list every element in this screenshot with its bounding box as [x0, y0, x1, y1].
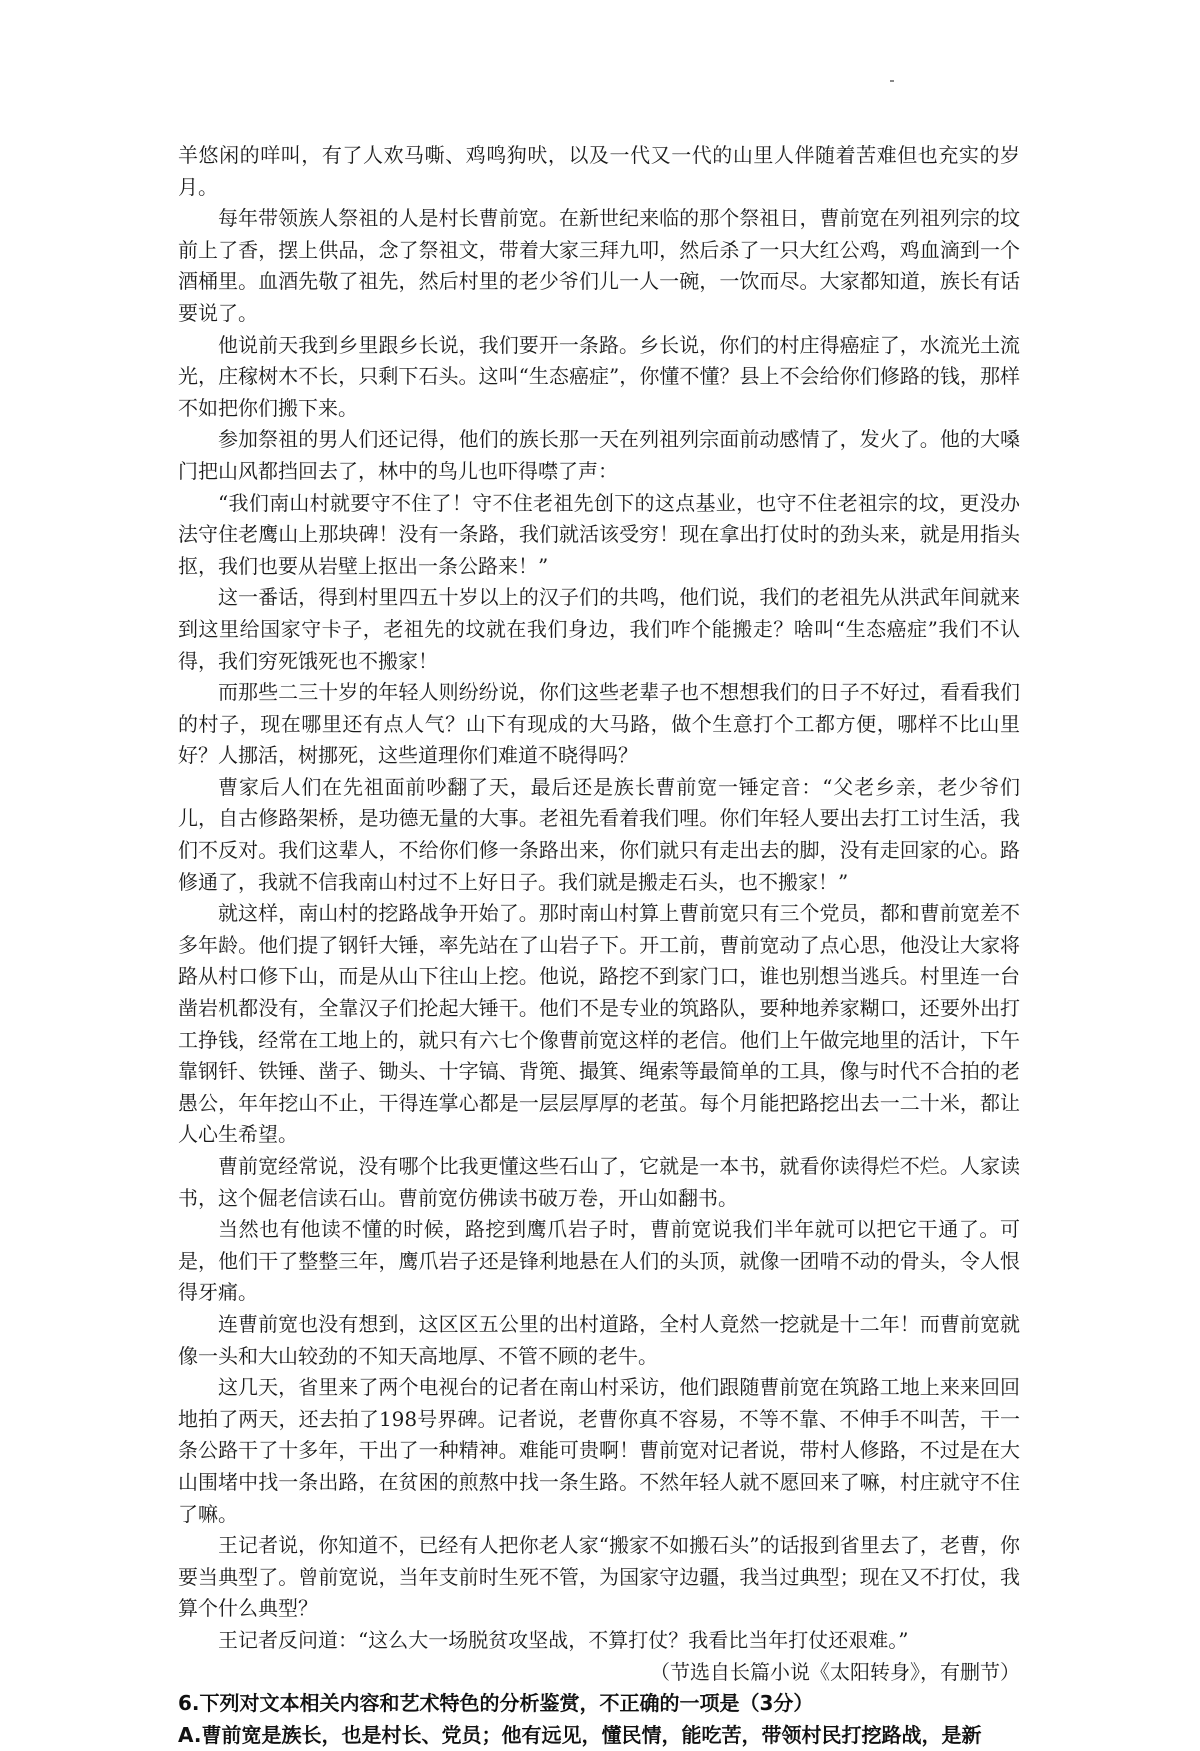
- paragraph: “我们南山村就要守不住了！守不住老祖先创下的这点基业，也守不住老祖宗的坟，更没办法守住老鹰山上那块碑！没有一条路，我们就活该受穷！现在拿出打仗时的劲头来，就是用指头抠，我们也要从岩壁上抠出一条公路来！”: [178, 490, 1020, 578]
- corner-mark: [890, 80, 894, 82]
- paragraph: 就这样，南山村的挖路战争开始了。那时南山村算上曹前宽只有三个党员，都和曹前宽差不多年龄。他们提了钢钎大锤，率先站在了山岩子下。开工前，曹前宽动了点心思，他没让大家将路从村口修下山，而是从山下往山上挖。他说，路挖不到家门口，谁也别想当逃兵。村里连一台凿岩机都没有，全靠汉子们抡起大锤干。他们不是专业的筑路队，要种地养家糊口，还要外出打工挣钱，经常在工地上的，就只有六七个像曹前宽这样的老信。他们上午做完地里的活计，下午靠钢钎、铁锤、凿子、锄头、十字镐、背篼、撮箕、绳索等最简单的工具，像与时代不合拍的老愚公，年年挖山不止，干得连掌心都是一层层厚厚的老茧。每个月能把路挖出去一二十米，都让人心生希望。: [178, 901, 1020, 1147]
- paragraph: 当然也有他读不懂的时候，路挖到鹰爪岩子时，曹前宽说我们半年就可以把它干通了。可是，他们干了整整三年，鹰爪岩子还是锋利地悬在人们的头顶，就像一团啃不动的骨头，令人恨得牙痛。: [178, 1217, 1020, 1305]
- paragraph: 他说前天我到乡里跟乡长说，我们要开一条路。乡长说，你们的村庄得癌症了，水流光土流光，庄稼树木不长，只剩下石头。这叫“生态癌症”，你懂不懂？县上不会给你们修路的钱，那样不如把你们搬下来。: [178, 332, 1020, 420]
- source-citation: （节选自长篇小说《太阳转身》，有删节）: [650, 1659, 1020, 1684]
- paragraph: 曹家后人们在先祖面前吵翻了天，最后还是族长曹前宽一锤定音：“父老乡亲，老少爷们儿，自古修路架桥，是功德无量的大事。老祖先看着我们哩。你们年轻人要出去打工讨生活，我们不反对。我们这辈人，不给你们修一条路出来，你们就只有走出去的脚，没有走回家的心。路修通了，我就不信我南山村过不上好日子。我们就是搬走石头，也不搬家！”: [178, 774, 1020, 894]
- paragraph: 王记者反问道：“这么大一场脱贫攻坚战，不算打仗？我看比当年打仗还艰难。”: [218, 1627, 909, 1652]
- paragraph: 曹前宽经常说，没有哪个比我更懂这些石山了，它就是一本书，就看你读得烂不烂。人家读书，这个倔老信读石山。曹前宽仿佛读书破万卷，开山如翻书。: [178, 1154, 1020, 1210]
- paragraph: 每年带领族人祭祖的人是村长曹前宽。在新世纪来临的那个祭祖日，曹前宽在列祖列宗的坟前上了香，摆上供品，念了祭祖文，带着大家三拜九叩，然后杀了一只大红公鸡，鸡血滴到一个酒桶里。血酒先敬了祖先，然后村里的老少爷们儿一人一碗，一饮而尽。大家都知道，族长有话要说了。: [178, 206, 1020, 325]
- document-body: [178, 140, 1020, 1751]
- paragraph: 这一番话，得到村里四五十岁以上的汉子们的共鸣，他们说，我们的老祖先从洪武年间就来到这里给国家守卡子，老祖先的坟就在我们身边，我们咋个能搬走？啥叫“生态癌症”我们不认得，我们穷死饿死也不搬家！: [178, 585, 1020, 673]
- paragraph: 参加祭祖的男人们还记得，他们的族长那一天在列祖列宗面前动感情了，发火了。他的大嗓门把山风都挡回去了，林中的鸟儿也吓得噤了声：: [178, 427, 1020, 483]
- paragraph: 连曹前宽也没有想到，这区区五公里的出村道路，全村人竟然一挖就是十二年！而曹前宽就像一头和大山较劲的不知天高地厚、不管不顾的老牛。: [178, 1311, 1020, 1368]
- paragraph: 而那些二三十岁的年轻人则纷纷说，你们这些老辈子也不想想我们的日子不好过，看看我们的村子，现在哪里还有点人气？山下有现成的大马路，做个生意打个工都方便，哪样不比山里好？人挪活，树挪死，这些道理你们难道不晓得吗？: [178, 680, 1020, 768]
- question-stem: 6.下列对文本相关内容和艺术特色的分析鉴赏，不正确的一项是（3分）: [178, 1691, 814, 1716]
- paragraph: 羊悠闲的咩叫，有了人欢马嘶、鸡鸣狗吠，以及一代又一代的山里人伴随着苦难但也充实的岁月。: [178, 143, 1020, 199]
- question-option-a: A.曹前宽是族长，也是村长、党员；他有远见，懂民情，能吃苦，带领村民打挖路战，是新: [178, 1722, 982, 1747]
- paragraph: 王记者说，你知道不，已经有人把你老人家“搬家不如搬石头”的话报到省里去了，老曹，你要当典型了。曾前宽说，当年支前时生死不管，为国家守边疆，我当过典型；现在又不打仗，我算个什么典型？: [178, 1533, 1020, 1621]
- paragraph: 这几天，省里来了两个电视台的记者在南山村采访，他们跟随曹前宽在筑路工地上来来回回地拍了两天，还去拍了198号界碑。记者说，老曹你真不容易，不等不靠、不伸手不叫苦，干一条公路干了十多年，干出了一种精神。难能可贵啊！曹前宽对记者说，带村人修路，不过是在大山围堵中找一条出路，在贫困的煎熬中找一条生路。不然年轻人就不愿回来了嘛，村庄就守不住了嘛。: [178, 1375, 1020, 1526]
